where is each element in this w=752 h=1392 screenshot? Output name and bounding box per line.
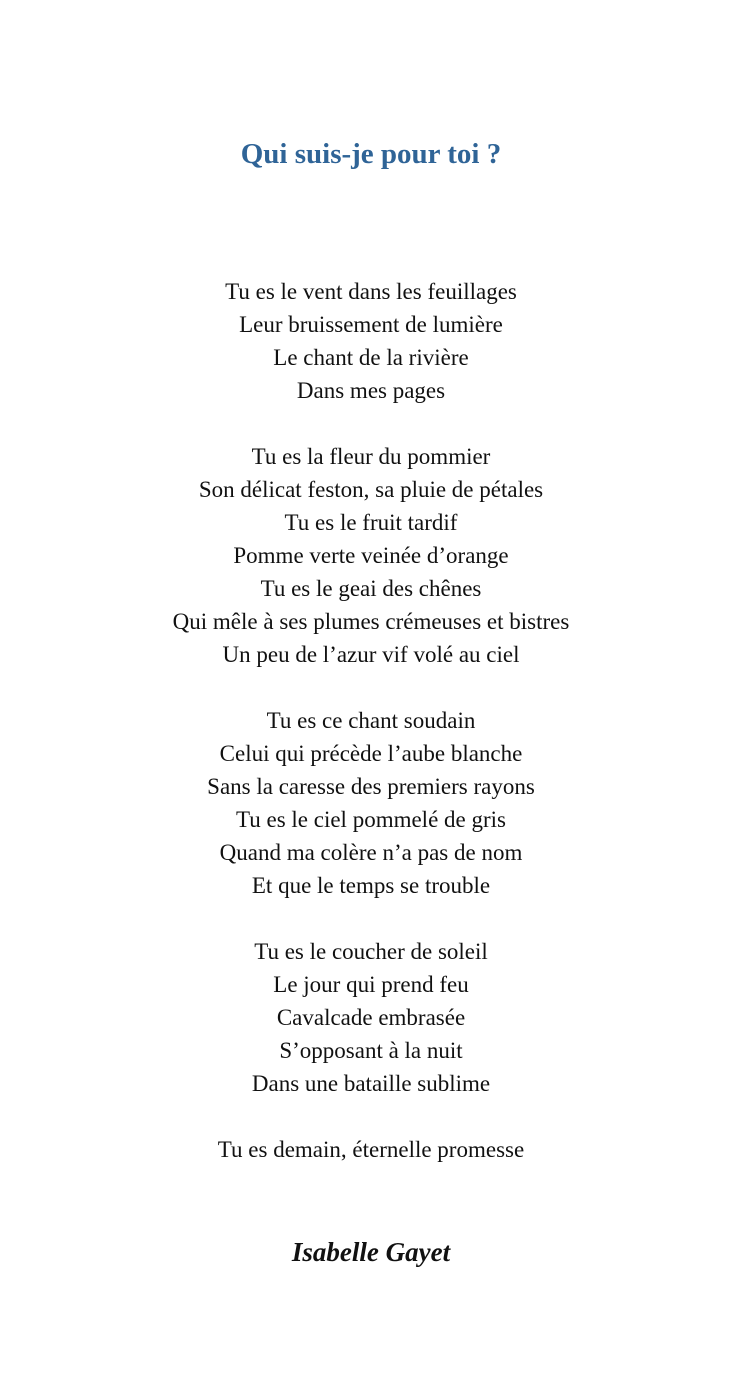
stanza [0, 1133, 742, 1166]
verse-line: Tu es le coucher de soleil [254, 939, 488, 964]
verse-line: Le jour qui prend feu [273, 972, 469, 997]
stanza [0, 935, 742, 1100]
verse-line: Tu es le ciel pommelé de gris [236, 807, 506, 832]
verse-line: Tu es ce chant soudain [266, 708, 476, 733]
verse-line: Tu es la fleur du pommier [251, 444, 491, 469]
verse-line: Dans une bataille sublime [251, 1071, 491, 1096]
poem-author: Isabelle Gayet [291, 1237, 451, 1267]
poem-body [0, 275, 742, 1166]
poem-title: Qui suis-je pour toi ? [240, 138, 502, 170]
verse-line: Tu es demain, éternelle promesse [217, 1137, 525, 1162]
stanza [0, 275, 742, 407]
stanza [0, 704, 742, 902]
verse-line: Et que le temps se trouble [251, 873, 491, 898]
verse-line: Tu es le geai des chênes [260, 576, 482, 601]
verse-line: Qui mêle à ses plumes crémeuses et bistres [172, 609, 570, 634]
verse-line: Leur bruissement de lumière [239, 312, 503, 337]
verse-line: Dans mes pages [296, 378, 446, 403]
verse-line: Tu es le fruit tardif [284, 510, 458, 535]
verse-line: Tu es le vent dans les feuillages [225, 279, 517, 304]
verse-line: Pomme verte veinée d’orange [233, 543, 509, 568]
verse-line: Son délicat feston, sa pluie de pétales [198, 477, 544, 502]
verse-line: S’opposant à la nuit [279, 1038, 463, 1063]
verse-line: Sans la caresse des premiers rayons [207, 774, 535, 799]
verse-line: Le chant de la rivière [273, 345, 469, 370]
verse-line: Cavalcade embrasée [276, 1005, 466, 1030]
verse-line: Un peu de l’azur vif volé au ciel [222, 642, 520, 667]
stanza [0, 440, 742, 671]
verse-line: Quand ma colère n’a pas de nom [219, 840, 523, 865]
verse-line: Celui qui précède l’aube blanche [219, 741, 523, 766]
